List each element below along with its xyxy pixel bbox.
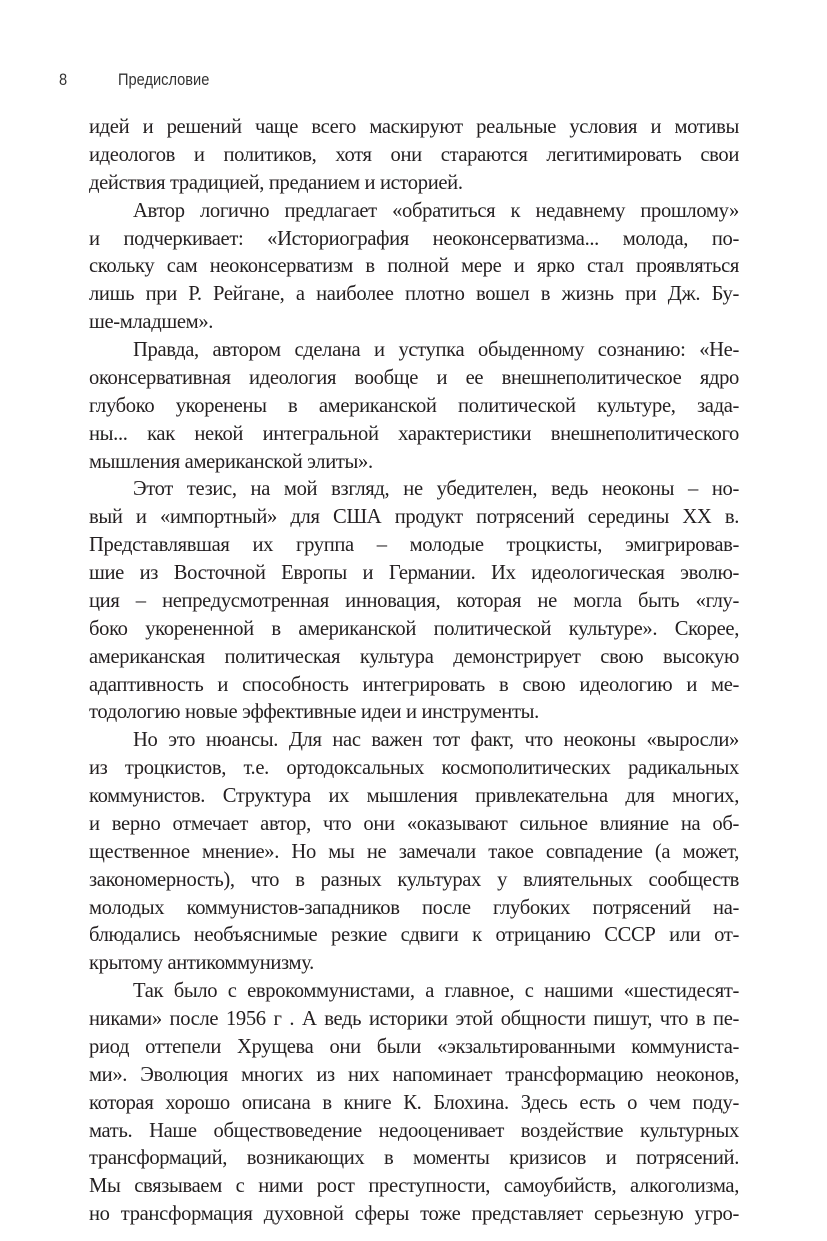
text-line: из троцкистов, т.е. ортодоксальных космополитических радикальных bbox=[89, 757, 739, 780]
text-line: трансформаций, возникающих в моменты кризисов и потрясений. bbox=[89, 1147, 739, 1170]
paragraph bbox=[89, 476, 739, 727]
text-line: действия традицией, преданием и историей. bbox=[89, 171, 463, 194]
text-line: ция – непредусмотренная инновация, которая не могла быть «глу- bbox=[89, 589, 739, 612]
text-line: американская политическая культура демонстрирует свою высокую bbox=[89, 645, 739, 668]
running-title: Предисловие bbox=[118, 70, 210, 89]
text-line: тодологию новые эффективные идеи и инструменты. bbox=[89, 701, 539, 724]
text-line: лишь при Р. Рейгане, а наиболее плотно вошел в жизнь при Дж. Бу- bbox=[89, 283, 739, 306]
text-line: вый и «импортный» для США продукт потрясений середины XX в. bbox=[89, 506, 739, 529]
text-line: Но это нюансы. Для нас важен тот факт, что неоконы «выросли» bbox=[133, 729, 739, 752]
text-line: идей и решений чаще всего маскируют реальные условия и мотивы bbox=[89, 116, 739, 138]
text-line: коммунистов. Структура их мышления привлекательна для многих, bbox=[89, 785, 739, 807]
paragraph bbox=[89, 337, 739, 476]
paragraph bbox=[89, 727, 739, 978]
text-line: которая хорошо описана в книге К. Блохина. Здесь есть о чем поду- bbox=[89, 1091, 739, 1114]
text-line: ми». Эволюция многих из них напоминает трансформацию неоконов, bbox=[89, 1063, 739, 1086]
text-line: щественное мнение». Но мы не замечали такое совпадение (а может, bbox=[89, 840, 739, 863]
text-line: адаптивность и способность интегрировать в свою идеологию и ме- bbox=[89, 673, 739, 696]
paragraph bbox=[89, 978, 739, 1229]
text-line: молодых коммунистов-западников после глубоких потрясений на- bbox=[89, 896, 739, 919]
text-line: закономерность), что в разных культурах у влиятельных сообществ bbox=[89, 868, 739, 891]
text-line: Мы связываем с ними рост преступности, самоубийств, алкоголизма, bbox=[89, 1175, 739, 1198]
text-line: никами» после 1956 г . А ведь историки этой общности пишут, что в пе- bbox=[89, 1008, 739, 1030]
text-line: и верно отмечает автор, что они «оказывают сильное влияние на об- bbox=[89, 812, 739, 835]
paragraph bbox=[89, 198, 739, 337]
text-line: оконсервативная идеология вообще и ее внешнеполитическое ядро bbox=[89, 366, 739, 389]
text-line: Этот тезис, на мой взгляд, не убедителен, ведь неоконы – но- bbox=[133, 478, 739, 501]
text-line: боко укорененной в американской политической культуре». Скорее, bbox=[89, 617, 739, 640]
text-line: блюдались необъяснимые резкие сдвиги к отрицанию СССР или от- bbox=[89, 924, 739, 947]
body-text bbox=[89, 114, 739, 1229]
text-line: мышления американской элиты». bbox=[89, 450, 373, 473]
text-line: шие из Восточной Европы и Германии. Их идеологическая эволю- bbox=[89, 562, 739, 584]
text-line: идеологов и политиков, хотя они стараются легитимировать свои bbox=[89, 143, 739, 166]
text-line: Так было с еврокоммунистами, а главное, с нашими «шестидесят- bbox=[133, 980, 739, 1003]
text-line: Правда, автором сделана и уступка обыденному сознанию: «Не- bbox=[133, 339, 739, 361]
text-line: скольку сам неоконсерватизм в полной мере и ярко стал проявляться bbox=[89, 255, 739, 278]
text-line: но трансформация духовной сферы тоже представляет серьезную угро- bbox=[89, 1203, 739, 1226]
page-number: 8 bbox=[59, 70, 68, 89]
text-line: и подчеркивает: «Историография неоконсерватизма... молода, по- bbox=[89, 227, 739, 250]
text-line: крытому антикоммунизму. bbox=[89, 952, 314, 975]
text-line: ше-младшем». bbox=[89, 311, 214, 334]
text-line: Автор логично предлагает «обратиться к недавнему прошлому» bbox=[133, 199, 739, 222]
text-line: глубоко укоренены в американской политической культуре, зада- bbox=[89, 394, 739, 417]
text-line: риод оттепели Хрущева они были «экзальтированными коммуниста- bbox=[89, 1035, 739, 1058]
paragraph bbox=[89, 114, 739, 198]
text-line: мать. Наше обществоведение недооценивает воздействие культурных bbox=[89, 1119, 739, 1142]
text-line: ны... как некой интегральной характеристики внешнеполитического bbox=[89, 422, 739, 445]
text-line: Представлявшая их группа – молодые троцкисты, эмигрировав- bbox=[89, 534, 739, 557]
